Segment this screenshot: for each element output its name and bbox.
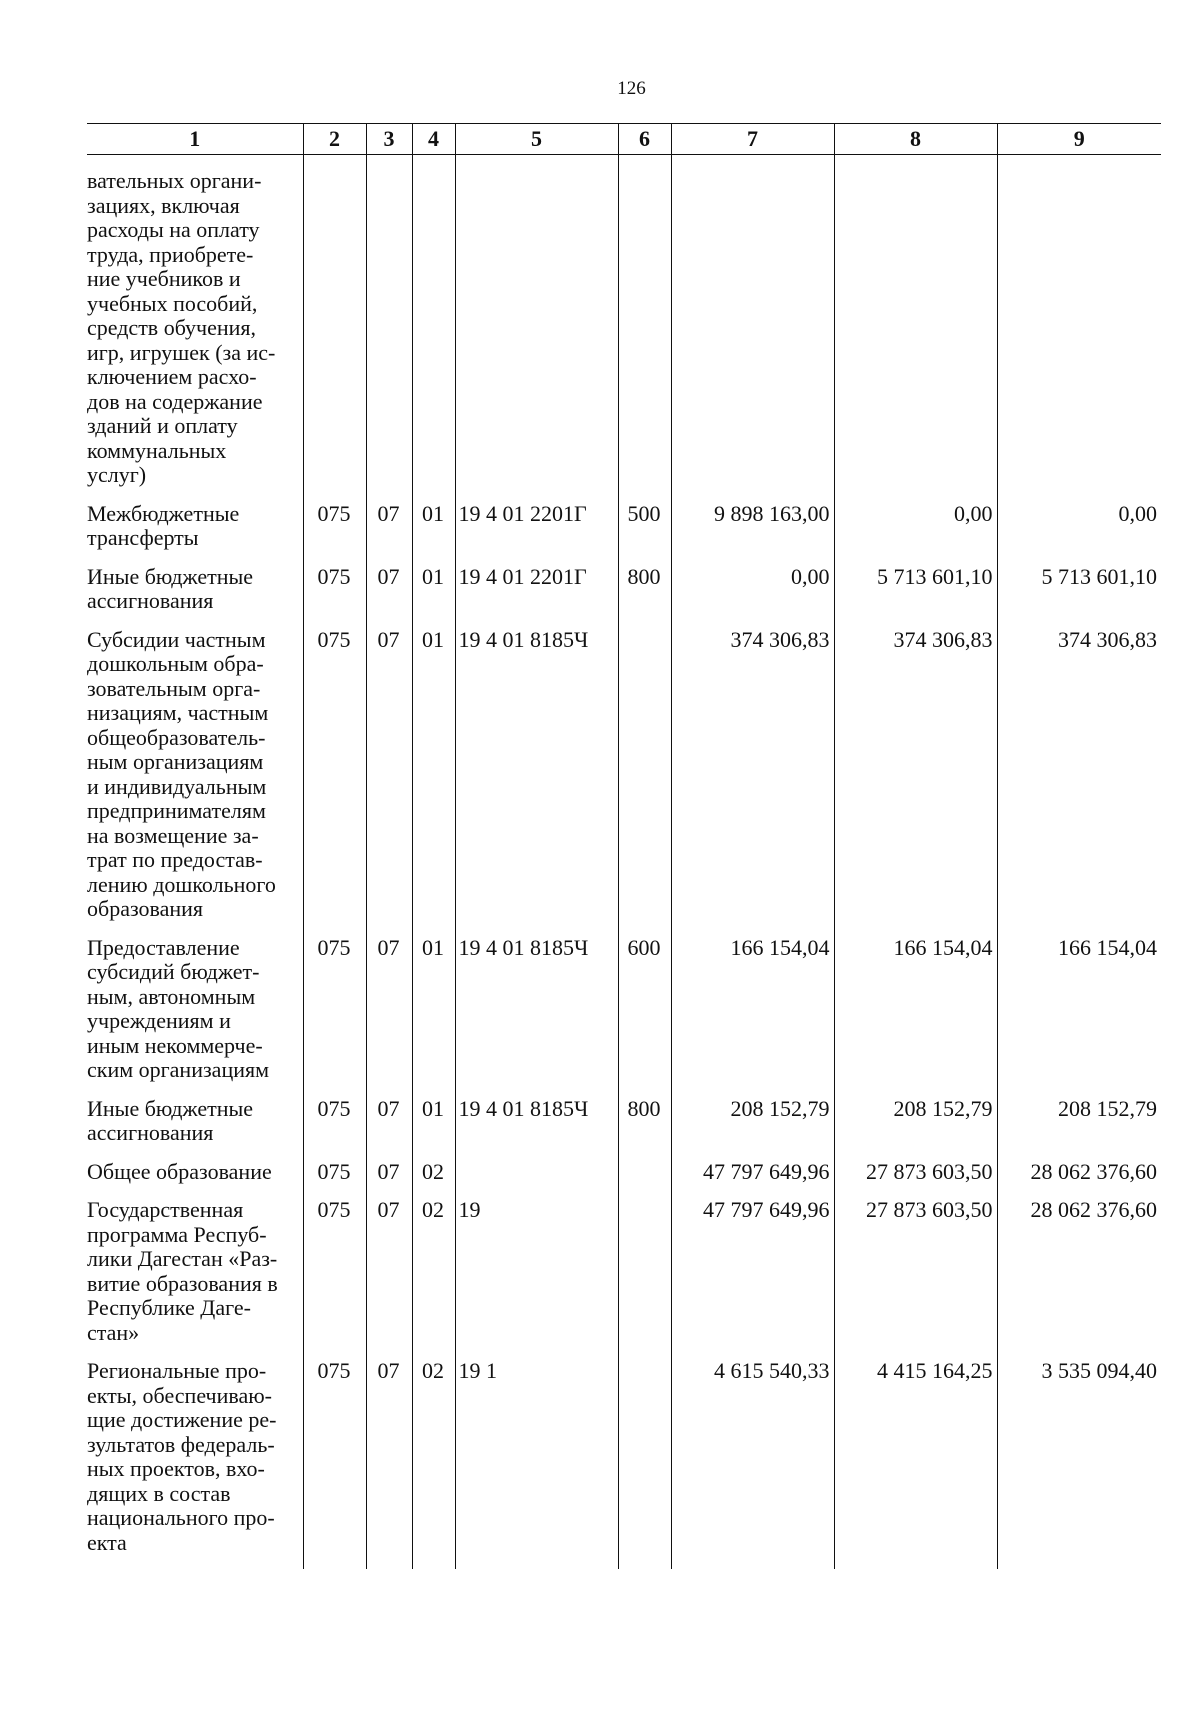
table-row — [87, 502, 1161, 551]
cell-col7: 166 154,04 — [671, 936, 834, 1083]
cell-col4: 02 — [412, 1160, 455, 1185]
cell-col9 — [997, 169, 1161, 488]
cell-col4: 02 — [412, 1359, 455, 1555]
table-row — [87, 565, 1161, 614]
row-name: Иные бюджетные ассигнования — [87, 1095, 254, 1145]
cell-col5: 19 4 01 8185Ч — [455, 628, 618, 922]
column-header: 6 — [618, 124, 671, 155]
row-name: Субсидии частным дошкольным обра- зовательным орга- низациям, частным общеобразователь- ным организациям и индивидуальным предпринимателям на возмещение за- трат по предостав- лению дошкольного образования — [87, 626, 276, 921]
cell-col9: 166 154,04 — [997, 936, 1161, 1083]
cell-col4: 01 — [412, 628, 455, 922]
cell-col8 — [834, 169, 997, 488]
cell-col4: 01 — [412, 502, 455, 551]
cell-col2: 075 — [303, 502, 366, 551]
cell-col6 — [618, 169, 671, 488]
cell-col9: 0,00 — [997, 502, 1161, 551]
cell-col4: 01 — [412, 565, 455, 614]
cell-col5: 19 4 01 2201Г — [455, 565, 618, 614]
cell-col6 — [618, 628, 671, 922]
row-name: Межбюджетные трансферты — [87, 500, 240, 550]
cell-col8: 166 154,04 — [834, 936, 997, 1083]
cell-col3: 07 — [366, 1160, 412, 1185]
cell-col6 — [618, 1160, 671, 1185]
budget-table — [87, 123, 1161, 1569]
page-number: 126 — [617, 78, 646, 99]
cell-col9: 5 713 601,10 — [997, 565, 1161, 614]
row-name: Предоставление субсидий бюджет- ным, автономным учреждениям и иным некоммерче- ским организациям — [87, 934, 270, 1082]
cell-col3: 07 — [366, 565, 412, 614]
cell-col7: 4 615 540,33 — [671, 1359, 834, 1555]
row-name: Иные бюджетные ассигнования — [87, 563, 254, 613]
cell-col3: 07 — [366, 1359, 412, 1555]
cell-col5 — [455, 1160, 618, 1185]
cell-col8: 27 873 603,50 — [834, 1160, 997, 1185]
cell-col8: 374 306,83 — [834, 628, 997, 922]
row-name: Общее образование — [87, 1158, 272, 1184]
cell-col2: 075 — [303, 1198, 366, 1345]
cell-col9: 208 152,79 — [997, 1097, 1161, 1146]
cell-col2: 075 — [303, 1160, 366, 1185]
cell-col6: 800 — [618, 565, 671, 614]
cell-col2: 075 — [303, 1097, 366, 1146]
cell-col7: 9 898 163,00 — [671, 502, 834, 551]
cell-col5: 19 — [455, 1198, 618, 1345]
column-header: 4 — [412, 124, 455, 155]
cell-col6 — [618, 1359, 671, 1555]
cell-col8: 5 713 601,10 — [834, 565, 997, 614]
table-row — [87, 1097, 1161, 1146]
cell-col8: 27 873 603,50 — [834, 1198, 997, 1345]
cell-col7: 0,00 — [671, 565, 834, 614]
cell-col6: 500 — [618, 502, 671, 551]
table-row — [87, 1198, 1161, 1345]
cell-col7: 47 797 649,96 — [671, 1160, 834, 1185]
cell-col3: 07 — [366, 936, 412, 1083]
row-name: Региональные про- екты, обеспечиваю- щие достижение ре- зультатов федераль- ных проектов, вхо- дящих в состав национального про- екта — [87, 1358, 277, 1555]
cell-col4: 02 — [412, 1198, 455, 1345]
column-header: 3 — [366, 124, 412, 155]
cell-col8: 0,00 — [834, 502, 997, 551]
row-name: вательных органи- зациях, включая расходы на оплату труда, приобрете- ние учебников и учебных пособий, средств обучения, игр, игрушек (за ис- ключением расхо- дов на содержание зданий и оплату коммунальных услуг) — [87, 168, 276, 487]
row-name: Государственная программа Респуб- лики Дагестан «Раз- витие образования в Республике Даге- стан» — [87, 1197, 278, 1345]
cell-col5: 19 1 — [455, 1359, 618, 1555]
cell-col9: 28 062 376,60 — [997, 1160, 1161, 1185]
cell-col5: 19 4 01 8185Ч — [455, 936, 618, 1083]
column-header: 8 — [834, 124, 997, 155]
cell-col3: 07 — [366, 502, 412, 551]
cell-col6: 800 — [618, 1097, 671, 1146]
cell-col3: 07 — [366, 1097, 412, 1146]
table-row — [87, 1160, 1161, 1185]
cell-col6: 600 — [618, 936, 671, 1083]
cell-col9: 28 062 376,60 — [997, 1198, 1161, 1345]
cell-col8: 208 152,79 — [834, 1097, 997, 1146]
table-row — [87, 628, 1161, 922]
table-row — [87, 169, 1161, 488]
cell-col5: 19 4 01 2201Г — [455, 502, 618, 551]
table-row — [87, 1359, 1161, 1555]
cell-col5: 19 4 01 8185Ч — [455, 1097, 618, 1146]
column-header: 2 — [303, 124, 366, 155]
cell-col4 — [412, 169, 455, 488]
cell-col3: 07 — [366, 1198, 412, 1345]
cell-col5 — [455, 169, 618, 488]
cell-col2: 075 — [303, 1359, 366, 1555]
cell-col7 — [671, 169, 834, 488]
header-row — [87, 124, 1161, 155]
cell-col3 — [366, 169, 412, 488]
cell-col7: 47 797 649,96 — [671, 1198, 834, 1345]
cell-col3: 07 — [366, 628, 412, 922]
column-header: 9 — [997, 124, 1161, 155]
cell-col2: 075 — [303, 936, 366, 1083]
table-row — [87, 936, 1161, 1083]
cell-col2 — [303, 169, 366, 488]
column-header: 1 — [87, 124, 303, 155]
cell-col6 — [618, 1198, 671, 1345]
cell-col4: 01 — [412, 1097, 455, 1146]
cell-col2: 075 — [303, 628, 366, 922]
column-header: 5 — [455, 124, 618, 155]
cell-col9: 374 306,83 — [997, 628, 1161, 922]
cell-col2: 075 — [303, 565, 366, 614]
cell-col9: 3 535 094,40 — [997, 1359, 1161, 1555]
cell-col4: 01 — [412, 936, 455, 1083]
cell-col7: 374 306,83 — [671, 628, 834, 922]
column-header: 7 — [671, 124, 834, 155]
cell-col7: 208 152,79 — [671, 1097, 834, 1146]
cell-col8: 4 415 164,25 — [834, 1359, 997, 1555]
